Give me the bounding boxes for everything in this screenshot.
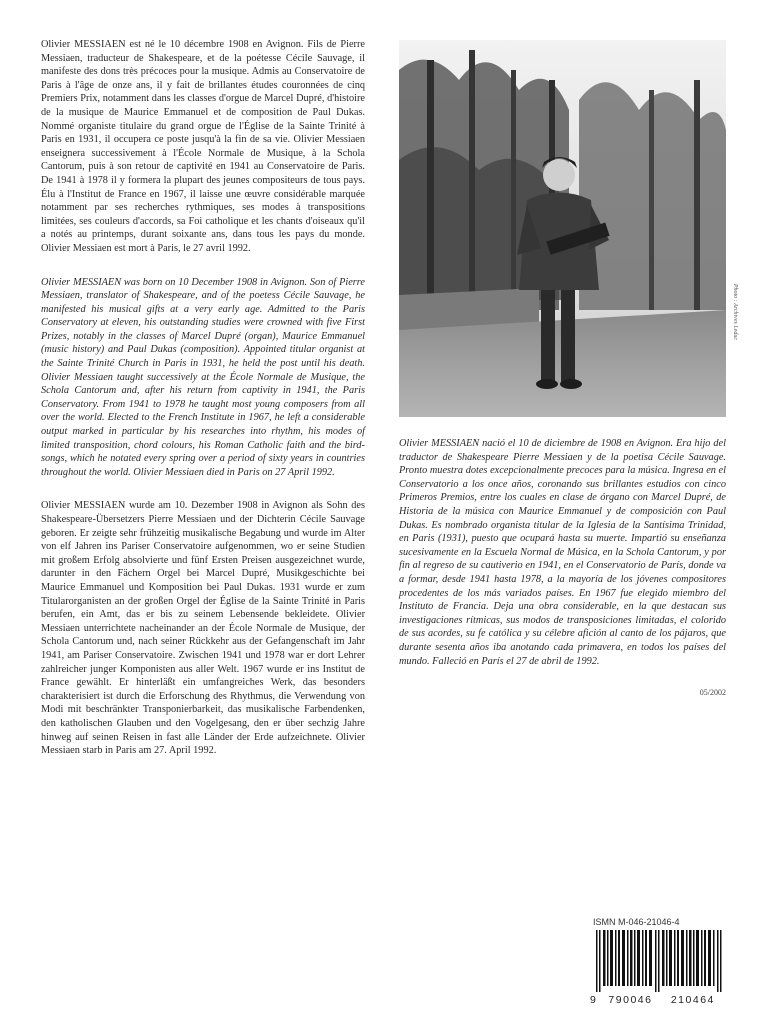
biography-spanish: Olivier MESSIAEN nació el 10 de diciembre de 1908 en Avignon. Era hijo del traductor de Shakespeare Pierre Messiaen y de la poetisa Cécile Sauvage. Pronto muestra dotes excepcionalmente precoces para la música. Ingresa en el Conservatorio a los once años, coronando sus brillantes estudios con cinco Primeros Premios, entre los cuales en clase de órgano con Marcel Dupré, de Historia de la música con Maurice Emmanuel y de composición con Paul Dukas. Es nombrado organista titular de la Iglesia de la Santísima Trinidad, en Paris (1931), puesto que ocupará hasta su muerte. Impartió su enseñanza sucesivamente en la Escuela Normal de Música, en la Schola Cantorum, y por fin al regreso de su cautiverio en 1941, en el Conservatorio de París, donde va a formar, desde 1941 hasta 1978, a la mayoría de los jóvenes compositores procedentes de los más variados países. En 1967 fue elegido miembro del Instituto de Francia. Deja una obra considerable, en la que destacan sus investigaciones rítmicas, sus modos de transposiciones limitadas, el colorido de sus acordes, su fe católica y su célebre afición al canto de los pájaros, que durante sesenta años iba anotando cada primavera, en todos los países del mundo. Falleció en París el 27 de abril de 1992. (399, 438, 726, 667)
barcode-number (590, 994, 730, 1006)
biography-english: Olivier MESSIAEN was born on 10 December 1908 in Avignon. Son of Pierre Messiaen, translator of Shakespeare, and of the poetess Cécile Sauvage, he manifested his musical gifts at a very early age. Admitted to the Paris Conservatory at eleven, his outstanding studies were crowned with five First Prizes, notably in the classes of Marcel Dupré (organ), Maurice Emmanuel (music history) and Paul Dukas (composition). Appointed titular organist at the Sainte Trinité Church in Paris in 1931, he held the post until his death. Olivier Messiaen taught successively at the École Normale de Musique, the Schola Cantorum and, after his return from captivity in 1941, the Paris Conservatory. From 1941 to 1978 he taught most young composers from all over the world. Elected to the French Institute in 1967, he left a considerable output marked in particular by his researches into rhythm, his modes of limited transposition, chord colours, his Roman Catholic faith and the bird-songs, which he notated every spring over a period of sixty years in countries throughout the world. Olivier Messiaen died in Paris on 27 April 1992. (41, 276, 365, 478)
barcode-right-group: 210464 (670, 994, 715, 1006)
biography-french: Olivier MESSIAEN est né le 10 décembre 1908 en Avignon. Fils de Pierre Messiaen, traducteur de Shakespeare, et de la poétesse Cécile Sauvage, il manifeste des dons très précoces pour la musique. Admis au Conservatoire de Paris à l'âge de onze ans, il y fait de brillantes études couronnées de cinq Premiers Prix, notamment dans les classes d'orgue de Marcel Dupré, d'histoire de la musique de Maurice Emmanuel et de composition de Paul Dukas. Nommé organiste titulaire du grand orgue de l'Église de la Sainte Trinité à Paris en 1931, il occupera ce poste jusqu'à la fin de sa vie. Olivier Messiaen enseignera successivement à l'École Normale de Musique, à la Schola Cantorum, puis à son retour de captivité en 1941 au Conservatoire de Paris. De 1941 à 1978 il y formera la plupart des jeunes compositeurs de tous pays. Élu à l'Institut de France en 1967, il laisse une œuvre considérable marquée notamment par ses recherches rythmiques, ses modes à transpositions limitées, ses couleurs d'accords, sa Foi catholique et les chants d'oiseaux qu'il a notés au printemps, durant soixante ans, dans tous les pays du monde. Olivier Messiaen est mort à Paris, le 27 avril 1992. (41, 39, 365, 254)
composer-photo (399, 40, 738, 417)
left-column (41, 38, 365, 778)
photo-credit: Photo : Archives Leduc (732, 283, 738, 340)
barcode-left-group: 790046 (608, 994, 653, 1006)
barcode-prefix: 9 (590, 994, 598, 1006)
barcode (590, 930, 730, 992)
biography-german: Olivier MESSIAEN wurde am 10. Dezember 1908 in Avignon als Sohn des Shakespeare-Übersetzers Pierre Messiaen und der Dichterin Cécile Sauvage geboren. Er zeigte sehr frühzeitig musikalische Begabung und wurde im Alter von elf Jahren ins Pariser Conservatoire aufgenommen, wo er seine Studien mit großem Erfolg absolvierte und fünf Ersten Preisen ausgezeichnet wurde, darunter in den Fächern Orgel bei Marcel Dupré, Musikgeschichte bei Maurice Emmanuel und Komposition bei Paul Dukas. 1931 wurde er zum Titularorganisten an der großen Orgel der Église de la Sainte Trinité in Paris berufen, ein Amt, das er bis zu seinem Lebensende bekleidete. Olivier Messiaen unterrichtete nacheinander an der École Normale de Musique, der Schola Cantorum und, nach seiner Rückkehr aus der Gefangenschaft im Jahr 1941, am Pariser Conservatoire. Zwischen 1941 und 1978 war er dort Lehrer zahlreicher junger Komponisten aus aller Welt. 1967 wurde er ins Institut de France gewählt. Er hinterläßt ein umfangreiches Werk, das besonders charakterisiert ist durch die Erforschung des Rhythmus, die Verwendung von Modi mit beschränkter Transponierbarkeit, das musikalische Farbendenken, den katholischen Glauben und den Vogelgesang, den er über sechzig Jahre hinweg auf seinen Reisen in fast alle Länder der Erde aufzeichnete. Olivier Messiaen starb in Paris am 27. April 1992. (41, 500, 365, 757)
composer-photo-image (399, 40, 726, 417)
edition-date: 05/2002 (699, 688, 726, 698)
ismn-number: ISMN M-046-21046-4 (593, 917, 680, 927)
right-column (399, 40, 738, 698)
